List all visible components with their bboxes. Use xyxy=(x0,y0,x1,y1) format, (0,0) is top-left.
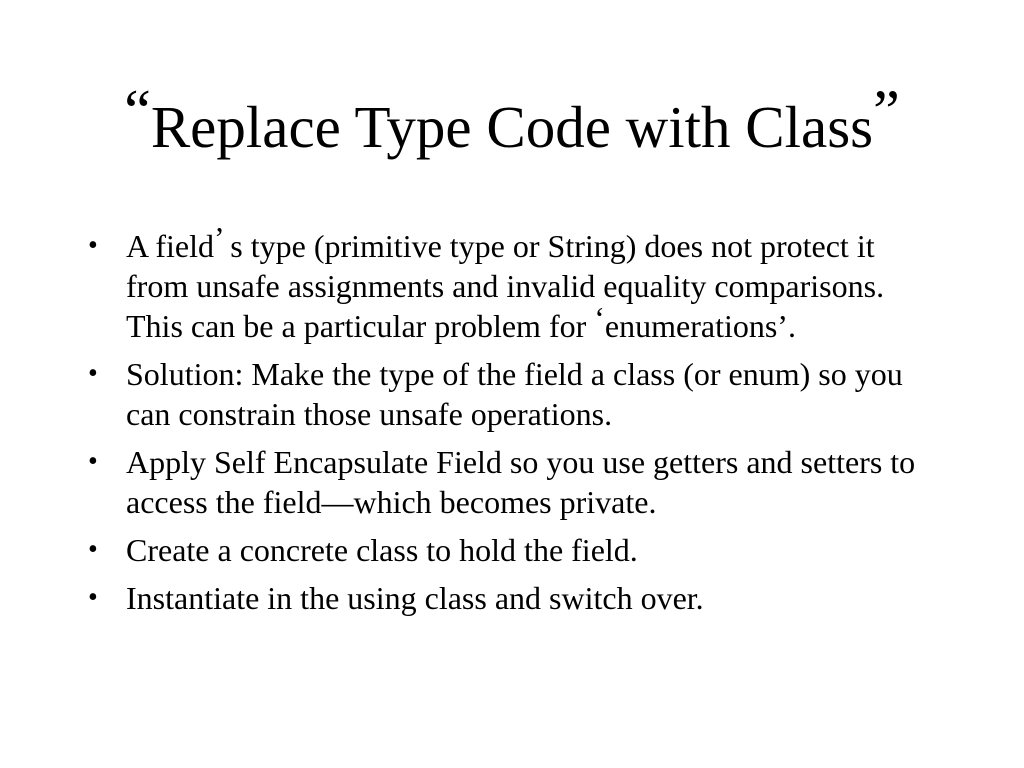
bullet-dot-icon: • xyxy=(88,358,98,389)
bullet-apostrophe: ’ xyxy=(213,220,223,256)
bullet-text-part: s type (primitive type or String) does not protect it from unsafe assignments and invalid equality comparisons. This can be a particular problem for xyxy=(126,228,885,344)
bullet-item xyxy=(88,220,938,346)
bullet-text: Instantiate in the using class and switch over. xyxy=(126,580,704,616)
bullet-item xyxy=(88,578,938,618)
bullet-item xyxy=(88,354,938,434)
bullet-text: Create a concrete class to hold the field. xyxy=(126,532,638,568)
bullet-text-part: enumerations’. xyxy=(604,308,796,344)
bullet-open-quote: ‘ xyxy=(594,300,605,336)
bullet-dot-icon: • xyxy=(88,582,98,613)
bullet-dot-icon: • xyxy=(88,446,98,477)
slide-title: “Replace Type Code with Class” xyxy=(124,78,900,160)
title-text: Replace Type Code with Class xyxy=(150,94,874,160)
bullet-item xyxy=(88,442,938,522)
bullet-list xyxy=(88,220,938,626)
bullet-item xyxy=(88,530,938,570)
bullet-dot-icon: • xyxy=(88,534,98,565)
bullet-text: Solution: Make the type of the field a class (or enum) so you can constrain those unsafe operations. xyxy=(126,356,903,432)
bullet-text: Apply Self Encapsulate Field so you use getters and setters to access the field—which becomes private. xyxy=(126,444,916,520)
bullet-text-part: A field xyxy=(126,228,214,264)
bullet-dot-icon: • xyxy=(88,230,98,261)
